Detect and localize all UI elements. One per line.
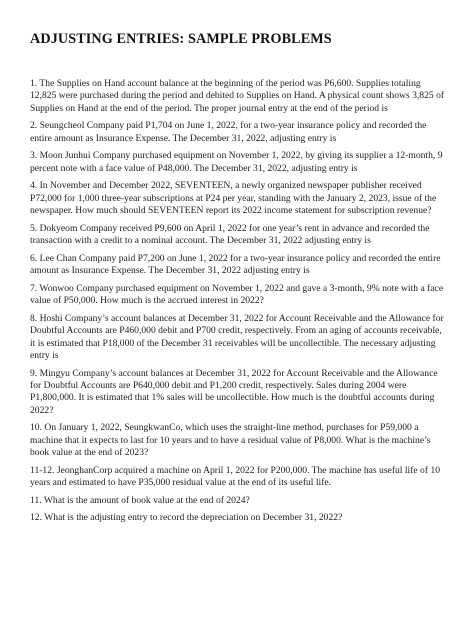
problem-4: 4. In November and December 2022, SEVENTEEN, a newly organized newspaper publisher received P72,000 for 1,000 three-year subscriptions at P24 per year, standing with the January 2, 2023, issue of the newspaper. How much should SEVENTEEN report its 2022 income statement for subscription revenue?	[30, 180, 437, 217]
problem-11-12-intro: 11-12. JeonghanCorp acquired a machine on April 1, 2022 for P200,000. The machine has useful life of 10 years and estimated to have P35,000 residual value at the end of its useful life.	[30, 464, 441, 489]
problem-2: 2. Seungcheol Company paid P1,704 on June 1, 2022, for a two-year insurance policy and recorded the entire amount as Insurance Expense. The December 31, 2022, adjusting entry is	[30, 120, 427, 144]
problem-6: 6. Lee Chan Company paid P7,200 on June 1, 2022 for a two-year insurance policy and recorded the entire amount as Insurance Expense. The December 31, 2022 adjusting entry is	[30, 252, 441, 277]
document-title: ADJUSTING ENTRIES: SAMPLE PROBLEMS	[30, 31, 332, 47]
problem-9: 9. Mingyu Company’s account balances at December 31, 2022 for Account Receivable and the Allowance for Doubtful Accounts are P640,000 debit and P1,200 credit, respectively. Sales during 2004 were P1,800,000. It is estimated that 1% sales will be uncollectible. How much is the doubtful accounts during 2022?	[30, 367, 438, 416]
problem-1: 1. The Supplies on Hand account balance at the beginning of the period was P6,600. Supplies totaling 12,825 were purchased during the period and debited to Supplies on Hand. A physical count shows 3,825 of Supplies on Hand at the end of the period. The proper journal entry at the end of the period is	[30, 78, 445, 114]
problem-7: 7. Wonwoo Company purchased equipment on November 1, 2022 and gave a 3-month, 9% note with a face value of P50,000. How much is the accrued interest in 2022?	[30, 282, 444, 307]
problem-3: 3. Moon Junhui Company purchased equipment on November 1, 2022, by giving its supplier a 12-month, 9 percent note with a face value of P48,000. The December 31, 2022, adjusting entry is	[30, 150, 443, 174]
problem-12: 12. What is the adjusting entry to record the depreciation on December 31, 2022?	[30, 512, 343, 524]
problem-10: 10. On January 1, 2022, SeungkwanCo, which uses the straight-line method, purchases for P59,000 a machine that it expects to last for 10 years and to have a residual value of P8,000. What is the machine’s book value at the end of 2023?	[30, 422, 431, 459]
problem-11: 11. What is the amount of book value at the end of 2024?	[30, 494, 250, 506]
problem-5: 5. Dokyeom Company received P9,600 on April 1, 2022 for one year’s rent in advance and recorded the transaction with a credit to a nominal account. The December 31, 2022 adjusting entry is	[30, 222, 430, 247]
problem-8: 8. Hoshi Company’s account balances at December 31, 2022 for Account Receivable and the Allowance for Doubtful Accounts are P460,000 debit and P700 credit, respectively. From an aging of accounts receivable, it is estimated that P18,000 of the December 31 receivables will be uncollectible. The necessary adjusting entry is	[30, 312, 444, 362]
